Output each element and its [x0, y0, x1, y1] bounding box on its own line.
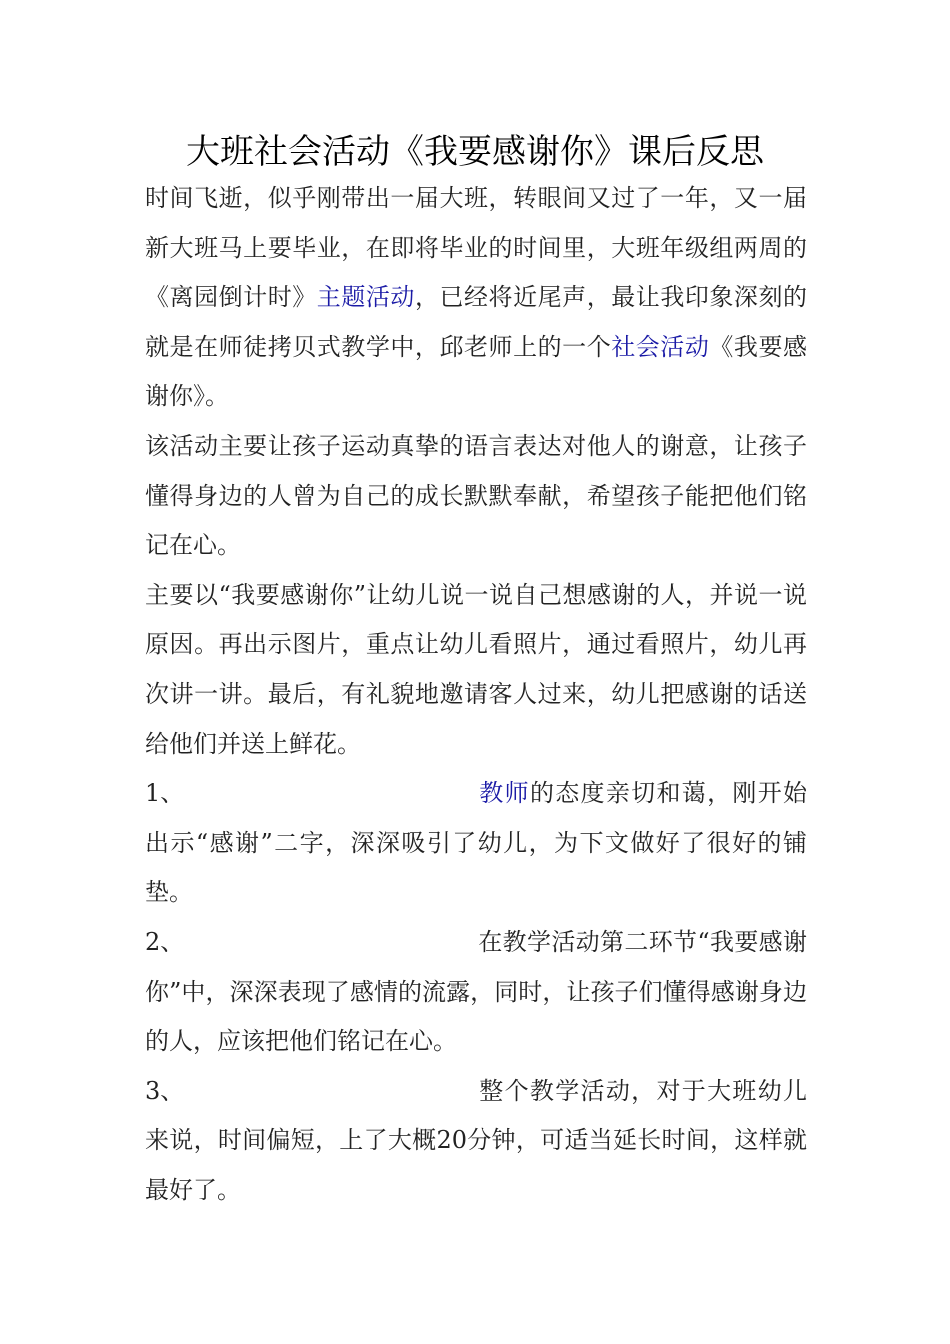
list-item-2-number: 2、 [145, 927, 185, 956]
paragraph-intro-text-a: 时间飞逝，似乎刚带出一届大班，转眼间又过了一年，又一届新大班马上要毕业，在即将毕业的时间里，大班年级组两周的《离园倒计时》 [145, 184, 807, 312]
paragraph-process: 主要以“我要感谢你”让幼儿说一说自己想感谢的人，并说一说原因。再出示图片，重点让幼儿看照片，通过看照片，幼儿再次讲一讲。最后，有礼貌地邀请客人过来，幼儿把感谢的话送给他们并送上鲜花。 [145, 580, 807, 758]
list-item-3-number: 3、 [145, 1076, 185, 1105]
paragraph-intro-text-c: 《我要感谢你》。 [145, 332, 808, 411]
paragraph-purpose: 该活动主要让孩子运动真挚的语言表达对他人的谢意，让孩子懂得身边的人曾为自己的成长默默奉献，希望孩子能把他们铭记在心。 [145, 431, 807, 560]
list-item-2-text: 在教学活动第二环节“我要感谢你”中，深深表现了感情的流露，同时，让孩子们懂得感谢身边的人，应该把他们铭记在心。 [145, 927, 807, 1056]
list-item-2 [145, 918, 807, 1067]
list-item-1-text: 的态度亲切和蔼，刚开始出示“感谢”二字，深深吸引了幼儿，为下文做好了很好的铺垫。 [145, 779, 808, 907]
list-item-3-text: 整个教学活动，对于大班幼儿来说，时间偏短，上了大概20分钟，可适当延长时间，这样就最好了。 [145, 1076, 807, 1204]
list-item-3 [145, 1067, 807, 1216]
link-theme-activity[interactable]: 主题活动 [316, 283, 415, 312]
list-item-1 [145, 769, 807, 918]
link-social-activity[interactable]: 社会活动 [611, 332, 710, 361]
link-teacher[interactable]: 教师 [478, 779, 530, 808]
paragraph-intro [145, 174, 807, 422]
document-body [145, 174, 807, 1215]
list-item-1-number: 1、 [145, 779, 185, 808]
paragraph-intro-text-b: ，已经将近尾声，最让我印象深刻的就是在师徒拷贝式教学中，邱老师上的一个 [145, 283, 808, 361]
document-title: 大班社会活动《我要感谢你》课后反思 [186, 132, 764, 172]
